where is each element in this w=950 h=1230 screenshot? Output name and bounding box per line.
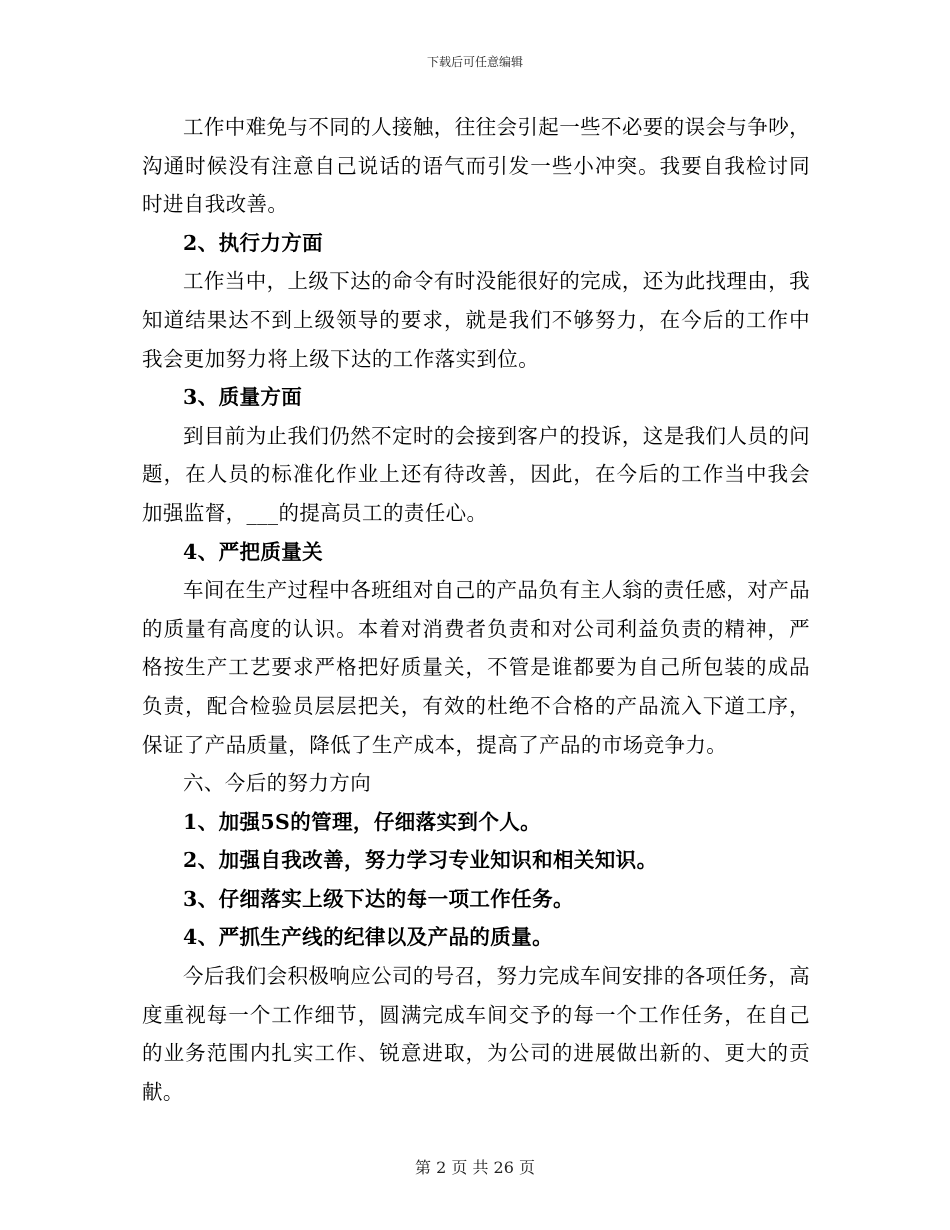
list-item: 2、加强自我改善，努力学习专业知识和相关知识。 <box>183 848 658 873</box>
paragraph-conclusion: 今后我们会积极响应公司的号召，努力完成车间安排的各项任务，高度重视每一个工作细节，圆满完成车间交予的每一个工作任务，在自己的业务范围内扎实工作、锐意进取，为公司的进展做出新的、更大的贡献。 <box>142 964 810 1104</box>
page-header: 下载后可任意编辑 <box>426 55 523 69</box>
heading-execution: 2、执行力方面 <box>183 230 324 255</box>
section-future-direction: 六、今后的努力方向 <box>183 771 372 796</box>
heading-quality: 3、质量方面 <box>183 385 303 410</box>
list-item: 1、加强5S的管理，仔细落实到个人。 <box>183 809 542 834</box>
paragraph-quality: 到目前为止我们仍然不定时的会接到客户的投诉，这是我们人员的问题，在人员的标准化作业上还有待改善，因此，在今后的工作当中我会加强监督，___的提高员工的责任心。 <box>142 423 810 525</box>
list-item: 4、严抓生产线的纪律以及产品的质量。 <box>183 925 553 950</box>
list-item: 3、仔细落实上级下达的每一项工作任务。 <box>183 886 574 911</box>
paragraph-communication: 工作中难免与不同的人接触，往往会引起一些不必要的误会与争吵，沟通时候没有注意自己说话的语气而引发一些小冲突。我要自我检讨同时进自我改善。 <box>142 115 810 217</box>
page-footer: 第 2 页 共 26 页 <box>415 1158 535 1177</box>
heading-quality-control: 4、严把质量关 <box>183 539 324 564</box>
document-body <box>142 108 810 1111</box>
paragraph-quality-control: 车间在生产过程中各班组对自己的产品负有主人翁的责任感，对产品的质量有高度的认识。本着对消费者负责和对公司利益负责的精神，严格按生产工艺要求严格把好质量关，不管是谁都要为自己所包装的成品负责，配合检验员层层把关，有效的杜绝不合格的产品流入下道工序，保证了产品质量，降低了生产成本，提高了产品的市场竞争力。 <box>142 578 810 757</box>
paragraph-execution: 工作当中，上级下达的命令有时没能很好的完成，还为此找理由，我知道结果达不到上级领导的要求，就是我们不够努力，在今后的工作中我会更加努力将上级下达的工作落实到位。 <box>142 269 810 371</box>
